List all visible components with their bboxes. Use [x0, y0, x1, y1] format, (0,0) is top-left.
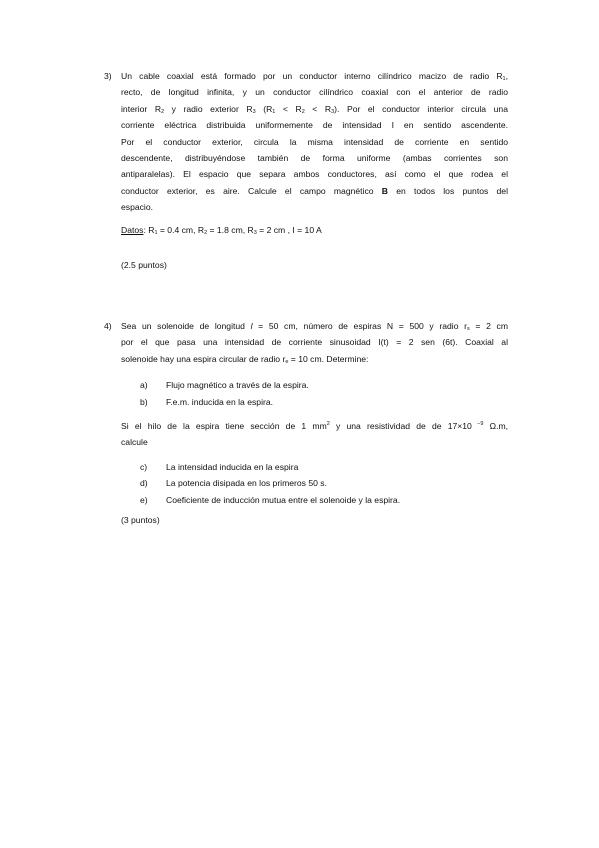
datos-label: Datos — [121, 224, 144, 235]
p3-line-4: corriente eléctrica distribuida uniformemente de intensidad I en sentido ascendente. — [121, 120, 508, 131]
p3-line-8: conductor exterior, es aire. Calcule el campo magnético B en todos los puntos del — [121, 185, 508, 196]
list-item: c) La intensidad inducida en la espira — [140, 461, 299, 472]
p4-line-1: Sea un solenoide de longitud l = 50 cm, número de espiras N = 500 y radio $r_s = 2$ cm — [121, 321, 508, 332]
p3-line-6: descendente, distribuyéndose también de forma uniforme (ambas corrientes son — [121, 153, 508, 164]
p3-line-7: antiparalelas). El espacio que separa ambos conductores, así como el que rodea el — [121, 169, 508, 180]
problem-4-points: (3 puntos) — [121, 515, 160, 525]
problem-3-points: (2.5 puntos) — [121, 260, 167, 270]
p4-items-cde — [140, 459, 508, 508]
problem-4 — [104, 318, 508, 508]
p3-datos: Datos: $R_1 = 0.4$ cm, $R_2 = 1.8$ cm, $R_3 = 2$ cm , I = 10 A — [121, 224, 322, 236]
list-item: e) Coeficiente de inducción mutua entre el solenoide y la espira. — [140, 494, 401, 505]
p4-sentence-2: calcule — [121, 437, 148, 448]
p4-items-ab — [140, 377, 508, 410]
problem-3-statement — [121, 68, 508, 238]
p3-line-1: Un cable coaxial está formado por un conductor interno cilíndrico macizo de radio $R_1$, — [121, 71, 508, 82]
problem-4-number: 4) — [104, 321, 112, 331]
p4-line-3: solenoide hay una espira circular de radio $r_e = 10$ cm. Determine: — [121, 353, 369, 365]
p3-line-2: recto, de longitud infinita, y un conductor cilíndrico coaxial con el anterior de radio — [121, 87, 508, 98]
problem-4-statement — [121, 318, 508, 508]
problem-3-number: 3) — [104, 71, 112, 81]
list-item: d) La potencia disipada en los primeros 50 s. — [140, 478, 327, 489]
p4-sentence-1: Si el hilo de la espira tiene sección de 1 $mm^2$ y una resistividad de de 17×10 $^{-9}$ Ω.m, — [121, 421, 509, 432]
list-item: a) Flujo magnético a través de la espira. — [140, 380, 309, 391]
problem-3 — [104, 68, 508, 238]
p3-line-9: espacio. — [121, 202, 154, 213]
p3-line-5: Por el conductor exterior, circula la misma intensidad de corriente en sentido — [121, 136, 508, 147]
p4-line-2: por el que pasa una intensidad de corriente sinusoidad I(t) = 2 sen (6t). Coaxial al — [121, 337, 508, 348]
p3-line-3: interior $R_2$ y radio exterior $R_3$ $(R_1 < R_2 < R_3)$. Por el conductor interior circula una — [121, 103, 508, 115]
list-item: b) F.e.m. inducida en la espira. — [140, 396, 274, 407]
